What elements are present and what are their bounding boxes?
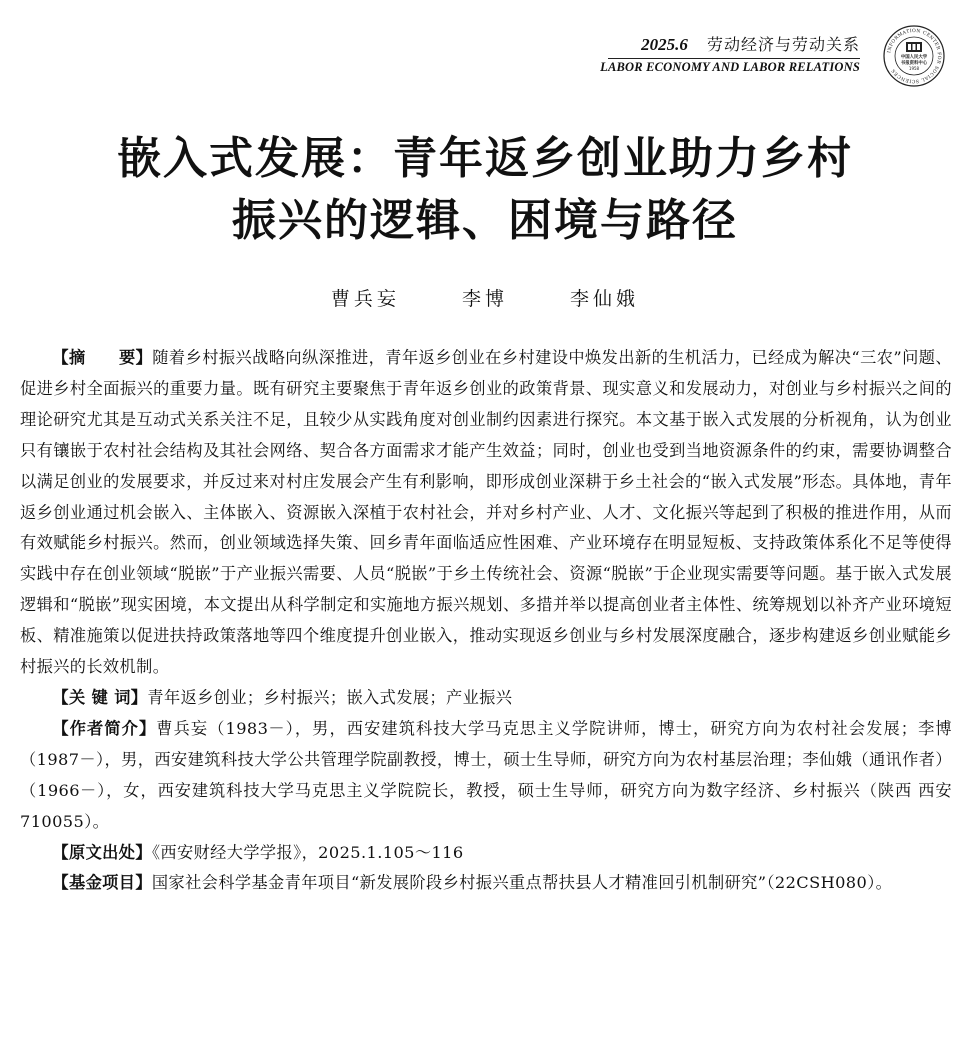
abstract-label: 【摘 要】 [52, 348, 153, 367]
svg-text:1958: 1958 [908, 66, 920, 71]
author-info-label: 【作者简介】 [52, 718, 157, 738]
fund-text: 国家社会科学基金青年项目“新发展阶段乡村振兴重点帮扶县人才精准回引机制研究”（22CSH080）。 [151, 873, 893, 893]
article-title [0, 128, 970, 252]
author-name: 李仙娥 [570, 288, 640, 310]
publisher-seal-logo [882, 24, 946, 88]
fund-label: 【基金项目】 [52, 873, 152, 893]
author-info-text: 曹兵妄（1983－），男，西安建筑科技大学马克思主义学院讲师，博士，研究方向为农村社会发展；李博（1987－），男，西安建筑科技大学公共管理学院副教授，博士，硕士生导师，研究方向为农村基层治理；李仙娥（通讯作者）（1966－），女，西安建筑科技大学马克思主义学院院长，教授，硕士生导师，研究方向为数字经济、乡村振兴（陕西 西安 710055）。 [20, 718, 953, 831]
issue-number: 2025.6 [641, 35, 688, 54]
keywords-text: 青年返乡创业；乡村振兴；嵌入式发展；产业振兴 [147, 687, 513, 707]
header-line [641, 34, 860, 56]
seal-icon [882, 24, 946, 88]
svg-text:书报资料中心: 书报资料中心 [900, 61, 928, 66]
author-name: 李博 [461, 288, 508, 310]
article-front-matter [20, 343, 952, 899]
running-header [600, 28, 946, 84]
svg-text:中国人民大学: 中国人民大学 [900, 55, 928, 60]
author-list [0, 286, 970, 312]
header-rule [608, 58, 860, 59]
keywords-paragraph [20, 683, 952, 714]
author-name: 曹兵妄 [330, 288, 400, 310]
abstract-paragraph [20, 343, 952, 683]
title-line-1: 嵌入式发展：青年返乡创业助力乡村 [117, 133, 853, 184]
keywords-label: 【关 键 词】 [52, 687, 148, 707]
source-label: 【原文出处】 [52, 842, 152, 862]
fund-paragraph [20, 868, 952, 899]
source-text: 《西安财经大学学报》，2025.1.105～116 [151, 842, 464, 862]
journal-name-cn: 劳动经济与劳动关系 [706, 35, 860, 54]
title-line-2: 振兴的逻辑、困境与路径 [232, 195, 738, 246]
journal-name-en: LABOR ECONOMY AND LABOR RELATIONS [600, 60, 860, 74]
svg-text:INFORMATION CENTER FOR SOCIAL: INFORMATION CENTER FOR SOCIAL SCIENCES [887, 28, 942, 84]
source-paragraph [20, 838, 952, 869]
author-info-paragraph [20, 714, 952, 838]
abstract-text: 随着乡村振兴战略向纵深推进，青年返乡创业在乡村建设中焕发出新的生机活力，已经成为解决“三农”问题、促进乡村全面振兴的重要力量。既有研究主要聚焦于青年返乡创业的政策背景、现实意义和发展动力，对创业与乡村振兴之间的理论研究尤其是互动式关系关注不足，且较少从实践角度对创业制约因素进行探究。本文基于嵌入式发展的分析视角，认为创业只有镶嵌于农村社会结构及其社会网络、契合各方面需求才能产生效益；同时，创业也受到当地资源条件的约束，需要协调整合以满足创业的发展要求，并反过来对村庄发展会产生有利影响，即形成创业深耕于乡土社会的“嵌入式发展”形态。具体地，青年返乡创业通过机会嵌入、主体嵌入、资源嵌入深植于农村社会，并对乡村产业、人才、文化振兴等起到了积极的推进作用，从而有效赋能乡村振兴。然而，创业领域选择失策、回乡青年面临适应性困难、产业环境存在明显短板、支持政策体系化不足等使得实践中存在创业领域“脱嵌”于产业振兴需要、人员“脱嵌”于乡土传统社会、资源“脱嵌”于企业现实需要等问题。基于嵌入式发展逻辑和“脱嵌”现实困境，本文提出从科学制定和实施地方振兴规划、多措并举以提高创业者主体性、统筹规划以补齐产业环境短板、精准施策以促进扶持政策落地等四个维度提升创业嵌入，推动实现返乡创业与乡村发展深度融合，逐步构建返乡创业赋能乡村振兴的长效机制。 [20, 348, 952, 677]
